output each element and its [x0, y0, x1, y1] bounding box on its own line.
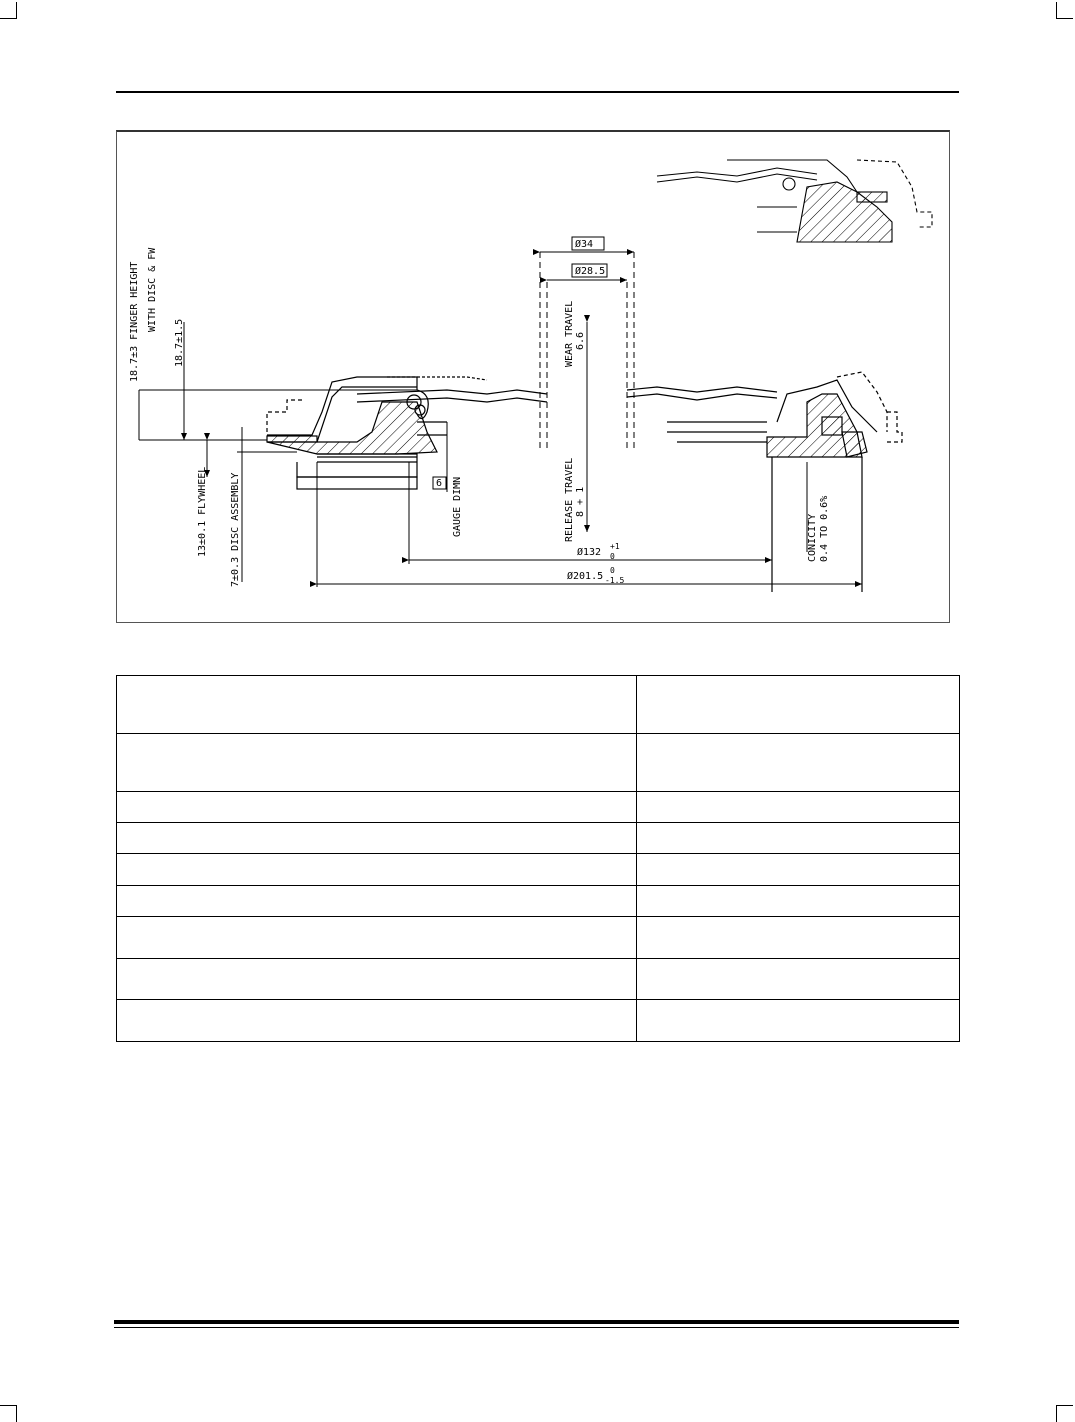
release-travel-label: RELEASE TRAVEL — [564, 457, 575, 542]
conicity-label: CONICITY — [807, 513, 818, 562]
table-cell — [637, 1000, 960, 1042]
table-row — [117, 959, 960, 1000]
table-cell — [637, 959, 960, 1000]
footer-rule-thick — [114, 1320, 959, 1324]
finger-height-label: 18.7±3 FINGER HEIGHT — [129, 261, 140, 382]
table-row — [117, 854, 960, 886]
table-cell — [117, 886, 637, 917]
crop-mark-bottom-left — [0, 1405, 17, 1422]
dia132-tol-lower: 0 — [610, 552, 615, 561]
inset-detail — [657, 160, 932, 242]
dia34-label: Ø34 — [575, 239, 594, 250]
drawing-labels — [129, 237, 830, 587]
table-cell — [117, 959, 637, 1000]
table-cell — [117, 792, 637, 823]
dia132-tol-upper: +1 — [610, 542, 620, 551]
table-cell — [637, 823, 960, 854]
table-cell — [117, 854, 637, 886]
table-row — [117, 823, 960, 854]
gauge-dimn-label: GAUGE DIMN — [452, 476, 463, 537]
clutch-drawing — [116, 130, 950, 623]
footer-rule-thin — [114, 1327, 959, 1328]
table-cell — [637, 886, 960, 917]
gauge-value-label: 6 — [436, 478, 443, 489]
crop-mark-top-right — [1056, 2, 1073, 19]
conicity-value: 0.4 TO 0.6% — [819, 495, 830, 562]
release-travel-value: 8 + 1 — [575, 486, 586, 517]
table-cell — [637, 676, 960, 734]
flywheel-label: 13±0.1 FLYWHEEL — [197, 466, 208, 557]
dimension-lines — [139, 252, 862, 587]
table-cell — [117, 823, 637, 854]
table-cell — [637, 854, 960, 886]
wear-travel-value: 6.6 — [575, 331, 586, 350]
table-cell — [117, 1000, 637, 1042]
table-cell — [117, 734, 637, 792]
table-row — [117, 734, 960, 792]
dia2015-label: Ø201.5 — [567, 571, 604, 582]
dim-187-label: 18.7±1.5 — [174, 318, 185, 367]
table-row — [117, 792, 960, 823]
table-row — [117, 676, 960, 734]
dia2015-tol-upper: 0 — [610, 566, 615, 575]
wear-travel-label: WEAR TRAVEL — [564, 300, 575, 367]
clutch-cross-section — [117, 132, 951, 625]
table-cell — [117, 676, 637, 734]
table-cell — [637, 734, 960, 792]
table-row — [117, 1000, 960, 1042]
table-row — [117, 886, 960, 917]
table-row — [117, 917, 960, 959]
table-cell — [637, 792, 960, 823]
spec-table — [116, 675, 960, 1042]
disc-assembly-label: 7±0.3 DISC ASSEMBLY — [230, 472, 241, 587]
with-disc-fw-label: WITH DISC & FW — [147, 247, 158, 332]
table-cell — [637, 917, 960, 959]
header-rule — [116, 91, 959, 93]
dia2015-tol-lower: -1.5 — [605, 576, 625, 585]
table-cell — [117, 917, 637, 959]
dia132-label: Ø132 — [577, 547, 602, 558]
crop-mark-top-left — [0, 2, 17, 19]
left-section — [267, 377, 547, 489]
crop-mark-bottom-right — [1056, 1405, 1073, 1422]
dia285-label: Ø28.5 — [575, 266, 606, 277]
right-section — [627, 372, 902, 592]
